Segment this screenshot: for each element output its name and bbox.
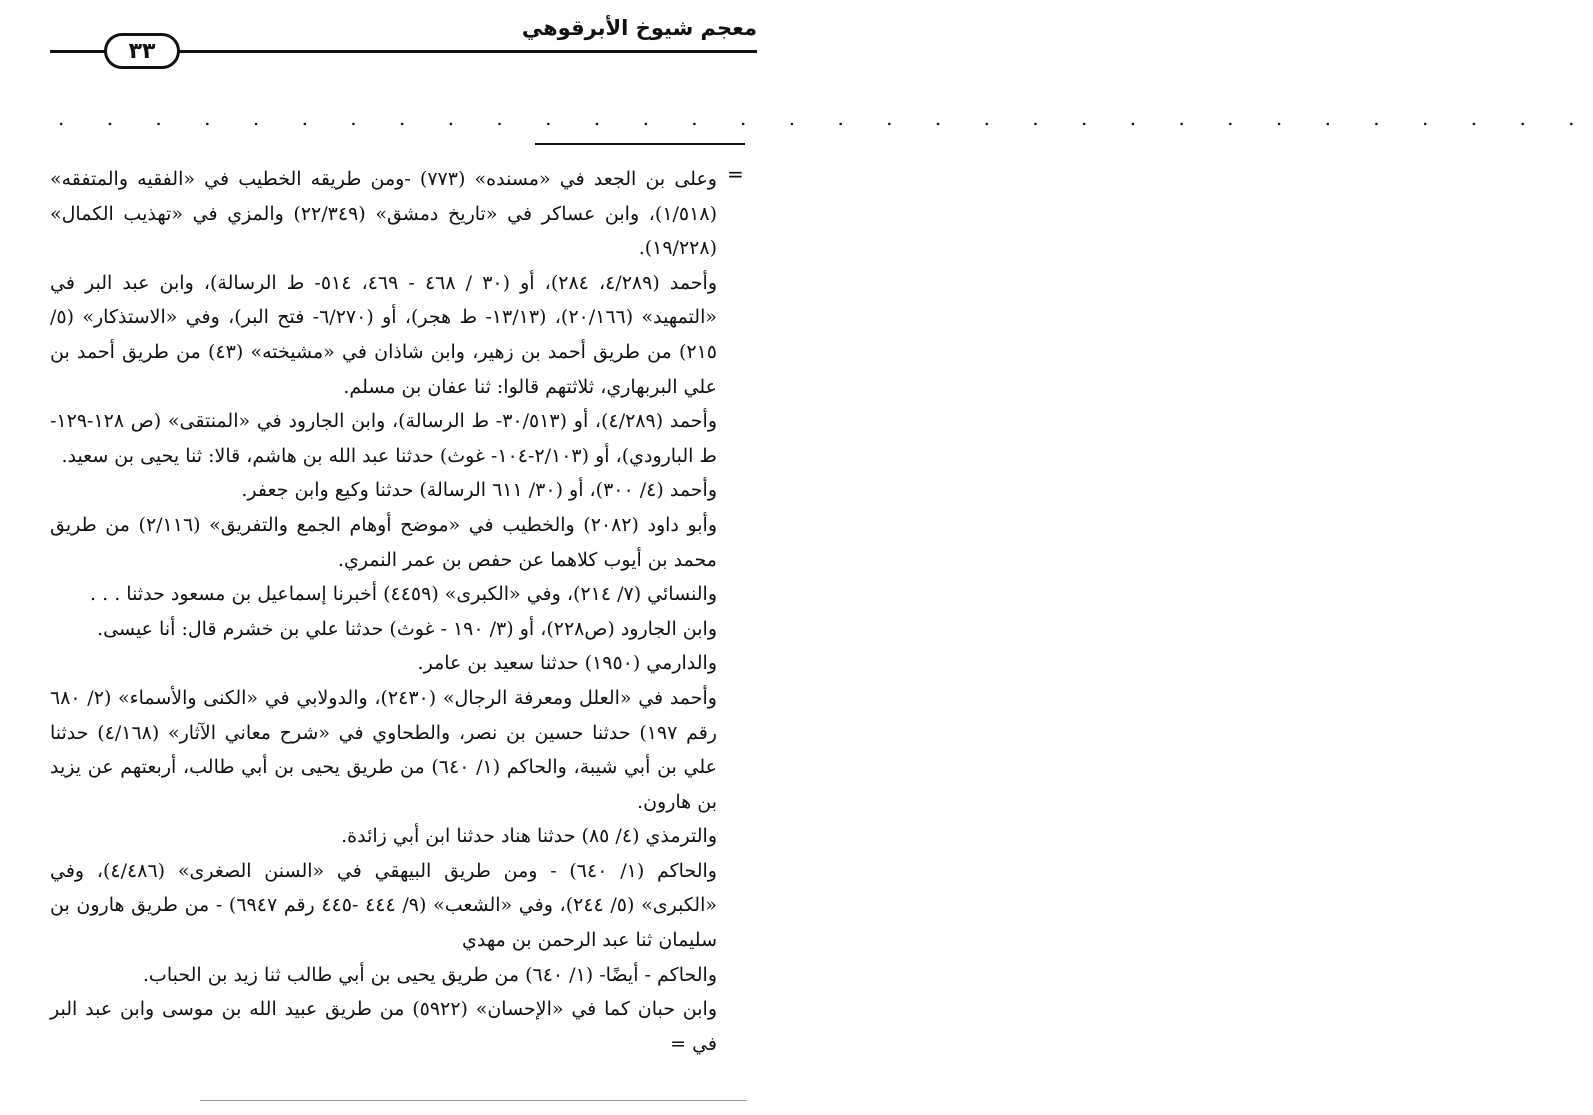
ellipsis-dots: . . . . . . . . . . . . . . . . . . . . . . . . . . . . . . . . <box>58 106 1593 130</box>
paragraph: وأحمد (٤/٢٨٩)، أو (٣٠/٥١٣- ط الرسالة)، وابن الجارود في «المنتقى» (ص ١٢٨-١٢٩- ط البارودي)، أو (٢/١٠٣-١٠٤- غوث) حدثنا عبد الله بن هاشم، قالا: ثنا يحيى بن سعيد. <box>50 410 717 467</box>
paragraph: وأحمد في «العلل ومعرفة الرجال» (٢٤٣٠)، والدولابي في «الكنى والأسماء» (٢/ ٦٨٠ رقم ١٩٧) حدثنا حسين بن نصر، والطحاوي في «شرح معاني الآثار» (٤/١٦٨) حدثنا علي بن أبي شيبة، والحاكم (١/ ٦٤٠) من طريق يحيى بن أبي طالب، أربعتهم عن يزيد بن هارون. <box>50 686 717 813</box>
paragraph: والدارمي (١٩٥٠) حدثنا سعيد بن عامر. <box>417 652 717 675</box>
paragraph: وعلى بن الجعد في «مسنده» (٧٧٣) -ومن طريقه الخطيب في «الفقيه والمتفقه» (١/٥١٨)، وابن عساكر في «تاريخ دمشق» (٢٢/٣٤٩) والمزي في «تهذيب الكمال» (١٩/٢٢٨). <box>50 168 717 260</box>
paragraph: والحاكم (١/ ٦٤٠) - ومن طريق البيهقي في «السنن الصغرى» (٤/٤٨٦)، وفي «الكبرى» (٥/ ٢٤٤)، وفي «الشعب» (٩/ ٤٤٤ -٤٤٥ رقم ٦٩٤٧) - من طريق هارون بن سليمان ثنا عبد الرحمن بن مهدي <box>50 859 717 952</box>
running-title: معجم شيوخ الأبرقوهي <box>521 16 757 40</box>
paragraph: وابن الجارود (ص٢٢٨)، أو (٣/ ١٩٠ - غوث) حدثنا علي بن خشرم قال: أنا عيسى. <box>97 617 717 640</box>
paragraph: والترمذي (٤/ ٨٥) حدثنا هناد حدثنا ابن أبي زائدة. <box>341 825 717 848</box>
paragraph: وابن حبان كما في «الإحسان» (٥٩٢٢) من طريق عبيد الله بن موسى وابن عبد البر في = <box>50 998 718 1055</box>
continuation-marker: = <box>727 162 744 186</box>
paragraph: وأحمد (٤/ ٣٠٠)، أو (٣٠/ ٦١١ الرسالة) حدثنا وكيع وابن جعفر. <box>241 479 717 502</box>
paragraph: والحاكم - أيضًا- (١/ ٦٤٠) من طريق يحيى بن أبي طالب ثنا زيد بن الحباب. <box>142 963 717 986</box>
footnote-body <box>50 162 717 1061</box>
paragraph: وأبو داود (٢٠٨٢) والخطيب في «موضح أوهام الجمع والتفريق» (٢/١١٦) من طريق محمد بن أيوب كلاهما عن حفص بن عمر النمري. <box>50 513 717 571</box>
page-number: ٣٣ <box>104 33 180 69</box>
bottom-rule <box>200 1100 747 1102</box>
paragraph: والنسائي (٧/ ٢١٤)، وفي «الكبرى» (٤٤٥٩) أخبرنا إسماعيل بن مسعود حدثنا . . . <box>90 583 717 606</box>
footnote-separator <box>535 143 745 145</box>
paragraph: وأحمد (٤/٢٨٩، ٢٨٤)، أو (٣٠ / ٤٦٨ - ٤٦٩، ٥١٤- ط الرسالة)، وابن عبد البر في «التمهيد» (٢٠/١٦٦)، (١٣/١٣- ط هجر)، أو (٦/٢٧٠- فتح البر)، وفي «الاستذكار» (٥/ ٢١٥) من طريق أحمد بن زهير، وابن شاذان في «مشيخته» (٤٣) من طريق أحمد بن علي البربهاري، ثلاثتهم قالوا: ثنا عفان بن مسلم. <box>50 271 717 398</box>
